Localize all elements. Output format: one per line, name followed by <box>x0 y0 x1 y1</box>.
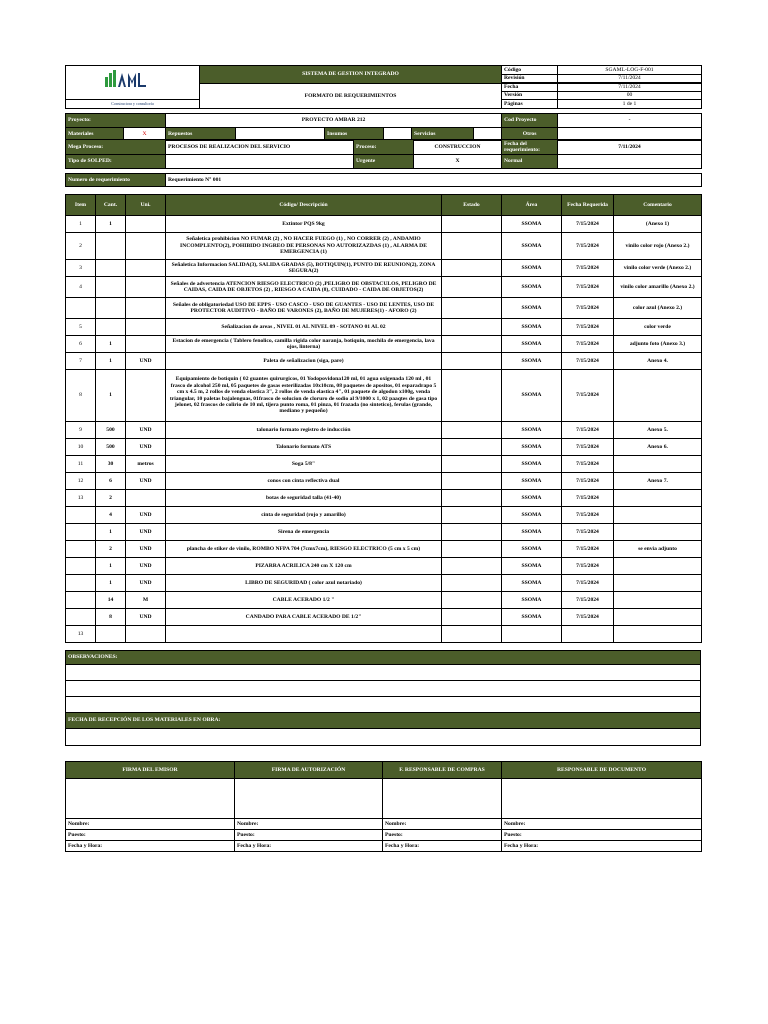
item-unit: UND <box>126 473 166 490</box>
item-number: 12 <box>66 473 96 490</box>
item-area: SSOMA <box>502 370 562 422</box>
item-unit: UND <box>126 422 166 439</box>
item-quantity <box>96 233 126 260</box>
col-header-comentario: Comentario <box>614 195 702 216</box>
item-comment <box>614 558 702 575</box>
item-quantity: 8 <box>96 609 126 626</box>
sig-puesto-label: Puesto: <box>502 830 702 841</box>
item-quantity: 1 <box>96 216 126 233</box>
item-description: plancha de stiker de vinilo, ROMBO NFPA 704 (7cmx7cm), RIESGO ELECTRICO (5 cm x 5 cm) <box>166 541 442 558</box>
sig-nombre-label: Nombre: <box>66 819 235 830</box>
item-quantity: 6 <box>96 473 126 490</box>
item-number <box>66 298 96 319</box>
item-description: Señaletica prohibicion NO FUMAR (2) , NO HACER FUEGO (1) , NO CORRER (2) , ANDAMIO INCOMPLENTO(2), POHIBIDO INGREO DE PERSONAS NO AUTORIZAZDAS (1) , ALARMA DE EMERGENCIA (1) <box>166 233 442 260</box>
item-area: SSOMA <box>502 541 562 558</box>
item-quantity: 1 <box>96 575 126 592</box>
item-comment: Anexo 6. <box>614 439 702 456</box>
item-unit <box>126 298 166 319</box>
item-unit: UND <box>126 558 166 575</box>
table-row <box>66 298 702 319</box>
item-status <box>442 524 502 541</box>
item-quantity <box>96 319 126 336</box>
observaciones-line[interactable] <box>66 681 701 697</box>
item-area: SSOMA <box>502 456 562 473</box>
item-comment: Anexo 4. <box>614 353 702 370</box>
observaciones-line[interactable] <box>66 697 701 713</box>
company-logo <box>66 66 200 100</box>
col-header-desc: Código/ Descripción <box>166 195 442 216</box>
table-row <box>66 277 702 298</box>
item-number: 2 <box>66 233 96 260</box>
urgente-label: Urgente <box>354 155 414 169</box>
item-date: 7/15/2024 <box>562 233 614 260</box>
item-quantity: 1 <box>96 558 126 575</box>
item-description: talonario formato registro de inducción <box>166 422 442 439</box>
item-area: SSOMA <box>502 524 562 541</box>
item-number: 6 <box>66 336 96 353</box>
table-row <box>66 507 702 524</box>
meta-label: Revisión <box>502 75 558 83</box>
item-area: SSOMA <box>502 319 562 336</box>
normal-check[interactable] <box>558 155 702 169</box>
item-status <box>442 216 502 233</box>
item-description: conos con cinta reflectiva dual <box>166 473 442 490</box>
item-unit <box>126 319 166 336</box>
item-date: 7/15/2024 <box>562 370 614 422</box>
item-comment: Anexo 5. <box>614 422 702 439</box>
item-number <box>66 609 96 626</box>
item-quantity: 30 <box>96 456 126 473</box>
item-comment <box>614 490 702 507</box>
item-date: 7/15/2024 <box>562 575 614 592</box>
col-header-estado: Estado <box>442 195 502 216</box>
item-status <box>442 592 502 609</box>
table-row <box>66 439 702 456</box>
item-status <box>442 490 502 507</box>
sig-fecha-label: Fecha y Hora: <box>383 841 502 852</box>
item-unit <box>126 490 166 507</box>
meta-label: Fecha <box>502 84 558 92</box>
item-description: PIZARRA ACRILICA 240 cm X 120 cm <box>166 558 442 575</box>
table-row <box>66 370 702 422</box>
item-number: 3 <box>66 260 96 277</box>
item-unit: UND <box>126 439 166 456</box>
item-date: 7/15/2024 <box>562 507 614 524</box>
table-row <box>66 422 702 439</box>
item-comment <box>614 592 702 609</box>
item-comment: color verde <box>614 319 702 336</box>
item-area: SSOMA <box>502 575 562 592</box>
item-unit: UND <box>126 353 166 370</box>
sig-puesto-label: Puesto: <box>383 830 502 841</box>
sig-nombre-label: Nombre: <box>502 819 702 830</box>
item-number <box>66 558 96 575</box>
recepcion-line[interactable] <box>66 729 701 746</box>
meta-value: 7/11/2024 <box>558 84 702 92</box>
sig-nombre-label: Nombre: <box>383 819 502 830</box>
item-area: SSOMA <box>502 260 562 277</box>
item-comment <box>614 575 702 592</box>
materiales-label: Materiales <box>66 128 124 141</box>
item-number <box>66 507 96 524</box>
meta-value: 1 de 1 <box>558 100 702 109</box>
items-table <box>65 194 702 643</box>
item-description: Extintor PQS 9kg <box>166 216 442 233</box>
item-number <box>66 524 96 541</box>
item-date: 7/15/2024 <box>562 473 614 490</box>
table-row <box>66 592 702 609</box>
item-date: 7/15/2024 <box>562 336 614 353</box>
item-number: 9 <box>66 422 96 439</box>
table-row <box>66 336 702 353</box>
item-number <box>66 575 96 592</box>
item-description: Paleta de señalizacion (siga, pare) <box>166 353 442 370</box>
item-number: 5 <box>66 319 96 336</box>
observaciones-label: OBSERVACIONES: <box>66 651 701 665</box>
table-row <box>66 233 702 260</box>
item-quantity <box>96 626 126 643</box>
table-row <box>66 541 702 558</box>
item-comment: adjunto foto (Anexo 3.) <box>614 336 702 353</box>
item-quantity: 1 <box>96 370 126 422</box>
item-area: SSOMA <box>502 422 562 439</box>
item-status <box>442 439 502 456</box>
item-number: 1 <box>66 216 96 233</box>
item-status <box>442 507 502 524</box>
system-title: SISTEMA DE GESTION INTEGRADO <box>200 66 502 84</box>
item-description: CABLE ACERADO 1/2 " <box>166 592 442 609</box>
item-quantity: 14 <box>96 592 126 609</box>
item-quantity: 2 <box>96 541 126 558</box>
col-header-area: Área <box>502 195 562 216</box>
cod-project-value: - <box>558 114 702 128</box>
item-comment <box>614 626 702 643</box>
item-area: SSOMA <box>502 298 562 319</box>
proceso-label: Proceso: <box>354 140 414 155</box>
item-number: 13 <box>66 490 96 507</box>
sig-header-autorizacion: FIRMA DE AUTORIZACIÓN <box>235 762 383 779</box>
item-unit <box>126 233 166 260</box>
item-description: Soga 5/8" <box>166 456 442 473</box>
item-date: 7/15/2024 <box>562 541 614 558</box>
sig-header-emisor: FIRMA DEL EMISOR <box>66 762 235 779</box>
items-header-row <box>66 195 702 216</box>
item-quantity: 500 <box>96 422 126 439</box>
item-description: CANDADO PARA CABLE ACERADO DE 1/2" <box>166 609 442 626</box>
items-body <box>66 216 702 643</box>
item-description: cinta de seguridad (rojo y amarillo) <box>166 507 442 524</box>
item-status <box>442 473 502 490</box>
sig-header-compras: F. RESPONSABLE DE COMPRAS <box>383 762 502 779</box>
item-area: SSOMA <box>502 473 562 490</box>
item-unit: UND <box>126 524 166 541</box>
servicios-label: Servicios <box>412 128 474 141</box>
table-row <box>66 456 702 473</box>
item-unit: metros <box>126 456 166 473</box>
item-comment: se envia adjunto <box>614 541 702 558</box>
requirements-form <box>65 65 701 852</box>
item-area: SSOMA <box>502 507 562 524</box>
item-description: Señalizacion de areas , NIVEL 01 AL NIVEL 09 - SOTANO 01 AL 02 <box>166 319 442 336</box>
process-info <box>65 140 702 170</box>
item-date: 7/15/2024 <box>562 439 614 456</box>
item-unit: UND <box>126 507 166 524</box>
item-date: 7/15/2024 <box>562 490 614 507</box>
item-date: 7/15/2024 <box>562 319 614 336</box>
sig-fecha-label: Fecha y Hora: <box>66 841 235 852</box>
sig-puesto-label: Puesto: <box>235 830 383 841</box>
item-description: Talonario formato ATS <box>166 439 442 456</box>
solped-label: Tipo de SOLPED: <box>66 155 166 169</box>
meta-value: 00 <box>558 92 702 100</box>
item-area: SSOMA <box>502 558 562 575</box>
item-unit <box>126 626 166 643</box>
item-description: Sirena de emergencia <box>166 524 442 541</box>
item-quantity <box>96 298 126 319</box>
item-quantity: 4 <box>96 507 126 524</box>
item-comment <box>614 507 702 524</box>
signature-box[interactable] <box>383 779 502 819</box>
item-number: 4 <box>66 277 96 298</box>
sig-header-documento: RESPONSABLE DE DOCUMENTO <box>502 762 702 779</box>
mega-proceso-label: Mega Proceso: <box>66 140 166 155</box>
item-number <box>66 592 96 609</box>
item-status <box>442 260 502 277</box>
item-description: Señales de obligatoriedad USO DE EPPS - USO CASCO - USO DE GUANTES - USO DE LENTES, USO DE PROTECTOR AUDITIVO - BAÑO DE VARONES (2), BAÑO DE MUJERES(1) - AFORO (2) <box>166 298 442 319</box>
item-unit: UND <box>126 575 166 592</box>
item-date: 7/15/2024 <box>562 456 614 473</box>
item-date <box>562 626 614 643</box>
requirement-number <box>65 173 702 187</box>
item-description: Señaletica Informacion SALIDA(3), SALIDA GRADAS (5), BOTIQUIN(1), PUNTO DE REUNION(2), ZONA SEGURA(2) <box>166 260 442 277</box>
item-comment <box>614 524 702 541</box>
project-info <box>65 113 702 141</box>
meta-label: Versión <box>502 92 558 100</box>
item-quantity: 1 <box>96 353 126 370</box>
table-row <box>66 490 702 507</box>
item-unit: UND <box>126 609 166 626</box>
item-date: 7/15/2024 <box>562 353 614 370</box>
item-unit <box>126 370 166 422</box>
signatures-table <box>65 761 702 852</box>
item-comment <box>614 609 702 626</box>
req-number-label: Numero de requerimiento <box>66 174 166 187</box>
item-area: SSOMA <box>502 439 562 456</box>
project-label: Proyecto: <box>66 114 166 128</box>
sig-nombre-label: Nombre: <box>235 819 383 830</box>
otros-label: Otros <box>502 128 558 141</box>
materiales-mark[interactable]: X <box>124 128 166 141</box>
format-title: FORMATO DE REQUERIMIENTOS <box>200 84 502 109</box>
col-header-uni: Uni. <box>126 195 166 216</box>
item-area: SSOMA <box>502 233 562 260</box>
item-number: 8 <box>66 370 96 422</box>
item-area: SSOMA <box>502 592 562 609</box>
table-row <box>66 609 702 626</box>
col-header-cant: Cant. <box>96 195 126 216</box>
item-unit <box>126 277 166 298</box>
observaciones-block <box>65 650 701 746</box>
item-quantity <box>96 260 126 277</box>
table-row <box>66 260 702 277</box>
item-area: SSOMA <box>502 277 562 298</box>
table-row <box>66 319 702 336</box>
item-status <box>442 609 502 626</box>
item-description: Señales de advertencia ATENCION RIESGO ELECTRICO (2) ,PELIGRO DE OBSTACULOS, PELIGRO DE CAIDAS, CAIDA DE OBJETOS (2) , RIESGO A CAIDA (8), CUIDADO - CAIDA DE OBJETOS(2) <box>166 277 442 298</box>
item-area: SSOMA <box>502 609 562 626</box>
meta-value: SGAML-LOG-F-001 <box>558 66 702 75</box>
table-row <box>66 575 702 592</box>
table-row <box>66 473 702 490</box>
item-description: LIBRO DE SEGURIDAD ( color azul notariado) <box>166 575 442 592</box>
table-row <box>66 216 702 233</box>
table-row <box>66 353 702 370</box>
item-comment: vinilo color rojo (Anexo 2.) <box>614 233 702 260</box>
item-number: 11 <box>66 456 96 473</box>
proceso-value: CONSTRUCCION <box>414 140 502 155</box>
item-number: 13 <box>66 626 96 643</box>
table-row <box>66 626 702 643</box>
item-description <box>166 626 442 643</box>
item-description: botas de seguridad talla (41-40) <box>166 490 442 507</box>
item-date: 7/15/2024 <box>562 298 614 319</box>
item-number <box>66 541 96 558</box>
item-description: Equipamiento de botiquin ( 02 guantes quirurgicos, 01 Yodopovidona120 ml, 01 agua oxigenada 120 ml , 01 frasco de alcohol 250 ml, 05 paquetes de gasas esterilizadas 10x10cm, 08 paquetes de apositos, 01 esparadrapo 5 cm x 4.5 m, 2 rollos de venda elastica 3", 2 rollos de venda elastica 4", 01 paquete de algodon x100g, venda triangular, 10 paletas bajalenguas, 01frasco de solucion de cloruro de sodio al 9/1000 x 1, 02 paaqtes de gasa tipo jelonet, 02 frascos de colirio de 10 ml, tijera punto roma, 01 pinza, 01 frazada (no sintetico), ferulas (grande, mediano y pequeño) <box>166 370 442 422</box>
signature-box[interactable] <box>66 779 235 819</box>
item-date: 7/15/2024 <box>562 609 614 626</box>
item-status <box>442 336 502 353</box>
item-status <box>442 422 502 439</box>
item-unit: M <box>126 592 166 609</box>
item-quantity: 2 <box>96 490 126 507</box>
project-value: PROYECTO AMBAR 212 <box>166 114 502 128</box>
item-date: 7/15/2024 <box>562 558 614 575</box>
item-comment: (Anexo 1) <box>614 216 702 233</box>
item-status <box>442 233 502 260</box>
item-area <box>502 626 562 643</box>
req-number-value: Requerimiento N° 001 <box>166 174 702 187</box>
item-date: 7/15/2024 <box>562 592 614 609</box>
item-unit: UND <box>126 541 166 558</box>
col-header-item: Item <box>66 195 96 216</box>
item-status <box>442 319 502 336</box>
item-area: SSOMA <box>502 336 562 353</box>
item-quantity: 500 <box>96 439 126 456</box>
item-comment <box>614 456 702 473</box>
mega-proceso-value: PROCESOS DE REALIZACION DEL SERVICIO <box>166 140 354 155</box>
item-status <box>442 370 502 422</box>
item-status <box>442 575 502 592</box>
cod-project-label: Cod Proyecto <box>502 114 558 128</box>
sig-fecha-label: Fecha y Hora: <box>502 841 702 852</box>
item-description: Estacion de emergencia ( Tablero fenolico, camilla rigida color naranja, botiquin, mochila de emergencia, lava ojos, linterna) <box>166 336 442 353</box>
item-date: 7/15/2024 <box>562 277 614 298</box>
item-comment <box>614 370 702 422</box>
meta-value: 7/11/2024 <box>558 75 702 83</box>
observaciones-line[interactable] <box>66 665 701 681</box>
item-area: SSOMA <box>502 216 562 233</box>
item-status <box>442 277 502 298</box>
meta-label: Código <box>502 66 558 75</box>
urgente-mark[interactable]: X <box>414 155 502 169</box>
form-header <box>65 65 702 109</box>
col-header-fecha: Fecha Requerida <box>562 195 614 216</box>
item-status <box>442 298 502 319</box>
item-date: 7/15/2024 <box>562 524 614 541</box>
item-comment: vinilo color verde (Anexo 2.) <box>614 260 702 277</box>
sig-fecha-label: Fecha y Hora: <box>235 841 383 852</box>
item-comment: vinilo color amarillo (Anexo 2.) <box>614 277 702 298</box>
item-quantity: 1 <box>96 336 126 353</box>
item-unit <box>126 260 166 277</box>
item-date: 7/15/2024 <box>562 422 614 439</box>
repuestos-label: Repuestos <box>166 128 236 141</box>
item-unit <box>126 216 166 233</box>
item-area: SSOMA <box>502 353 562 370</box>
item-number: 10 <box>66 439 96 456</box>
item-comment: color azul (Anexo 2.) <box>614 298 702 319</box>
solped-value[interactable] <box>166 155 354 169</box>
item-unit <box>126 336 166 353</box>
item-quantity <box>96 277 126 298</box>
fecha-req-label: Fecha del requerimiento: <box>502 140 558 155</box>
meta-label: Páginas <box>502 100 558 109</box>
signature-box[interactable] <box>235 779 383 819</box>
item-status <box>442 626 502 643</box>
fecha-req-value: 7/11/2024 <box>558 140 702 155</box>
recepcion-label: FECHA DE RECEPCIÓN DE LOS MATERIALES EN OBRA: <box>66 713 701 729</box>
table-row <box>66 558 702 575</box>
item-status <box>442 353 502 370</box>
item-status <box>442 456 502 473</box>
sig-puesto-label: Puesto: <box>66 830 235 841</box>
item-comment: Anexo 7. <box>614 473 702 490</box>
item-number: 7 <box>66 353 96 370</box>
logo-tagline: Constructora y consultoría <box>66 100 200 109</box>
item-date: 7/15/2024 <box>562 260 614 277</box>
normal-label: Normal <box>502 155 558 169</box>
item-area: SSOMA <box>502 490 562 507</box>
item-date: 7/15/2024 <box>562 216 614 233</box>
table-row <box>66 524 702 541</box>
item-status <box>442 541 502 558</box>
item-status <box>442 558 502 575</box>
item-quantity: 1 <box>96 524 126 541</box>
signature-box[interactable] <box>502 779 702 819</box>
insumos-label: Insumos <box>325 128 384 141</box>
